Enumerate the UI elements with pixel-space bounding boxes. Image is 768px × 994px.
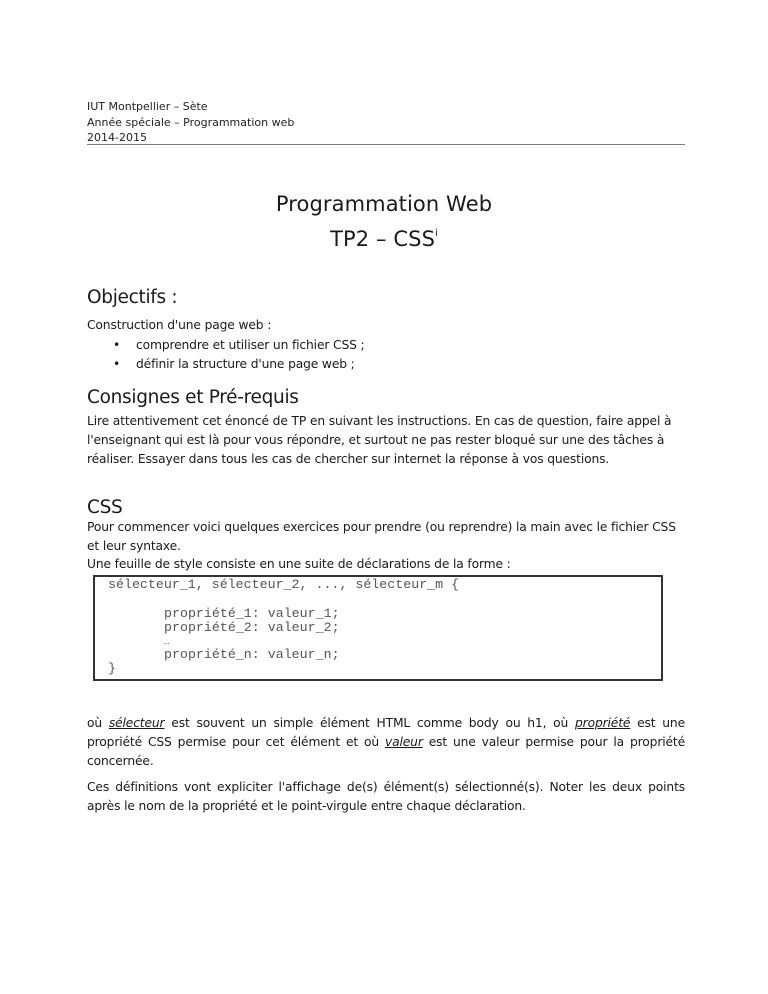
footnote-marker[interactable]: i	[435, 228, 438, 239]
heading-css: CSS	[87, 497, 123, 518]
css-intro-form: Une feuille de style consiste en une suite de déclarations de la forme :	[87, 557, 511, 571]
explanation-text: est souvent un simple élément HTML comme body ou h1, où	[164, 716, 576, 730]
code-closing-brace: }	[108, 661, 116, 676]
term-propriete: propriété	[575, 716, 631, 730]
heading-consignes: Consignes et Pré-requis	[87, 387, 299, 408]
list-item	[87, 336, 365, 355]
css-note: Ces définitions vont expliciter l'affichage de(s) élément(s) sélectionné(s). Noter les deux points après le nom de la propriété et le point-virgule entre chaque déclaration.	[87, 780, 685, 813]
term-valeur: valeur	[384, 735, 423, 749]
header-institution: IUT Montpellier – Sète	[87, 100, 208, 113]
code-declaration: propriété_1: valeur_1;	[164, 605, 340, 621]
explanation-text: est une valeur permise pour la propriété concernée.	[87, 735, 685, 768]
code-ellipsis: …	[164, 636, 170, 647]
consignes-text: Lire attentivement cet énoncé de TP en suivant les instructions. En cas de question, faire appel à l'enseignant qui est là pour vous répondre, et surtout ne pas rester bloqué sur une des tâches à réaliser. Essayer dans tous les cas de chercher sur internet la réponse à vos questions.	[87, 414, 672, 466]
css-explanation	[87, 714, 685, 771]
objectifs-intro: Construction d'une page web :	[87, 318, 272, 332]
bullet-icon: •	[113, 338, 121, 352]
title-line-2	[0, 219, 768, 254]
document-header	[87, 99, 685, 146]
code-blank-line	[108, 593, 661, 607]
code-example	[93, 575, 663, 681]
document-title	[0, 190, 768, 254]
code-selector-line: sélecteur_1, sélecteur_2, ..., sélecteur_m {	[108, 577, 460, 592]
css-intro: Pour commencer voici quelques exercices pour prendre (ou reprendre) la main avec le fichier CSS et leur syntaxe.	[87, 520, 676, 553]
title-line-1: Programmation Web	[275, 192, 493, 216]
explanation-text: où	[87, 716, 109, 730]
list-item-text: définir la structure d'une page web ;	[136, 356, 355, 371]
code-declaration-last: propriété_n: valeur_n;	[164, 646, 340, 662]
title-text: TP2 – CSS	[330, 227, 436, 251]
explanation-text: est une propriété CSS permise pour cet élément et où	[87, 716, 685, 749]
code-declaration: propriété_2: valeur_2;	[164, 620, 340, 635]
header-divider	[87, 144, 685, 145]
bullet-icon: •	[113, 356, 121, 371]
header-course: Année spéciale – Programmation web	[87, 115, 295, 129]
objectifs-list	[87, 336, 365, 373]
header-year: 2014-2015	[87, 131, 147, 144]
list-item	[87, 355, 365, 374]
heading-objectifs: Objectifs :	[87, 287, 178, 308]
term-selecteur: sélecteur	[108, 716, 165, 730]
list-item-text: comprendre et utiliser un fichier CSS ;	[136, 338, 365, 352]
